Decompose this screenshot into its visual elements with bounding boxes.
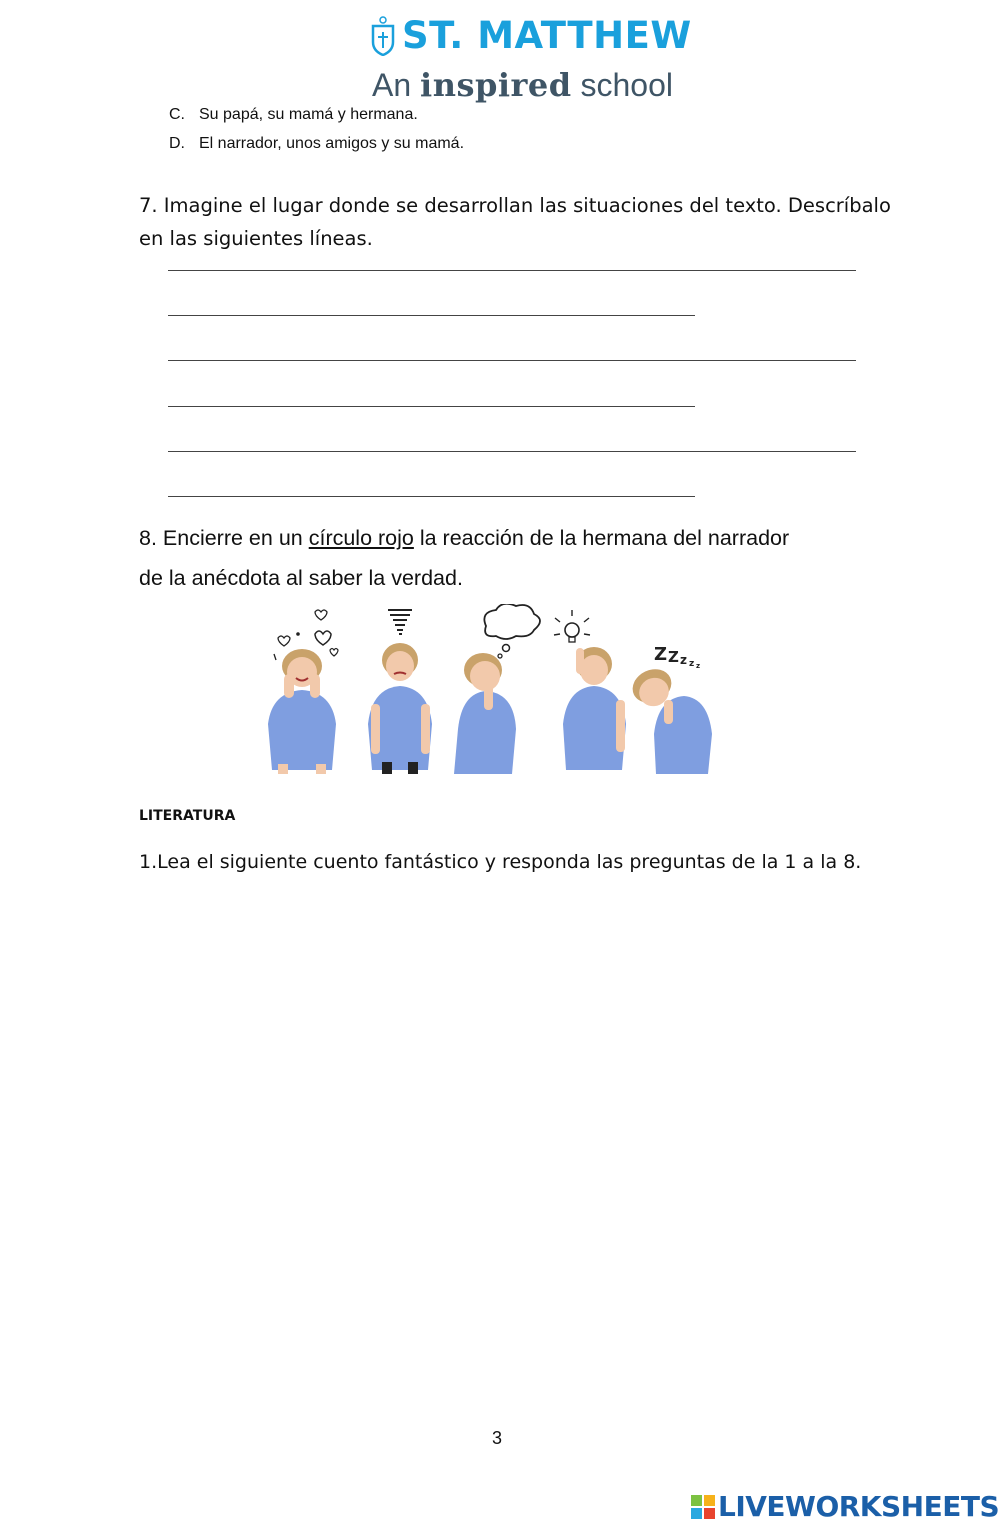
answer-line[interactable] [168,406,695,407]
question-8-line-2: de la anécdota al saber la verdad. [139,566,463,590]
q8-text-after: la reacción de la hermana del narrador [413,526,790,550]
svg-text:Z: Z [654,644,668,665]
school-name: ST. MATTHEW [402,14,692,57]
option-letter: D. [169,135,185,152]
q8-underlined: círculo rojo [308,526,414,550]
page-number: 3 [492,1428,503,1448]
option-text: El narrador, unos amigos y su mamá. [199,135,465,152]
school-tagline [372,66,673,104]
reactions-image [258,604,738,774]
answer-line[interactable] [168,270,856,271]
girl-thinking-cloud[interactable] [454,604,540,774]
tagline-highlight: inspired [420,66,572,104]
girl-angry-tornado[interactable] [368,610,432,774]
q8-text-before: 8. Encierre en un [139,526,309,550]
girl-idea-bulb[interactable] [554,610,626,770]
svg-text:Z: Z [668,648,679,666]
question-7-line-2: en las siguientes líneas. [139,227,373,250]
girl-happy-hearts[interactable] [268,610,338,774]
liveworksheets-icon [690,1494,716,1520]
girl-sleepy-zzz[interactable] [627,644,712,774]
answer-line[interactable] [168,451,856,452]
svg-text:z: z [689,659,695,669]
tagline-prefix: An [372,67,412,103]
option-letter: C. [169,106,185,123]
option-text: Su papá, su mamá y hermana. [199,106,418,123]
question-8-line-1 [139,526,789,551]
answer-line[interactable] [168,496,695,497]
answer-line[interactable] [168,360,856,361]
liveworksheets-text: LIVEWORKSHEETS [718,1490,1000,1523]
option-c [169,106,418,124]
svg-text:z: z [680,653,687,667]
literature-instruction: 1.Lea el siguiente cuento fantástico y responda las preguntas de la 1 a la 8. [139,851,862,873]
question-7-line-1: 7. Imagine el lugar donde se desarrollan las situaciones del texto. Descríbalo [139,194,891,217]
answer-line[interactable] [168,315,695,316]
svg-text:z: z [696,662,701,670]
tagline-suffix: school [580,67,673,103]
liveworksheets-logo[interactable] [690,1490,999,1523]
shield-icon [370,16,396,56]
option-d [169,135,464,153]
section-heading: LITERATURA [139,808,236,824]
